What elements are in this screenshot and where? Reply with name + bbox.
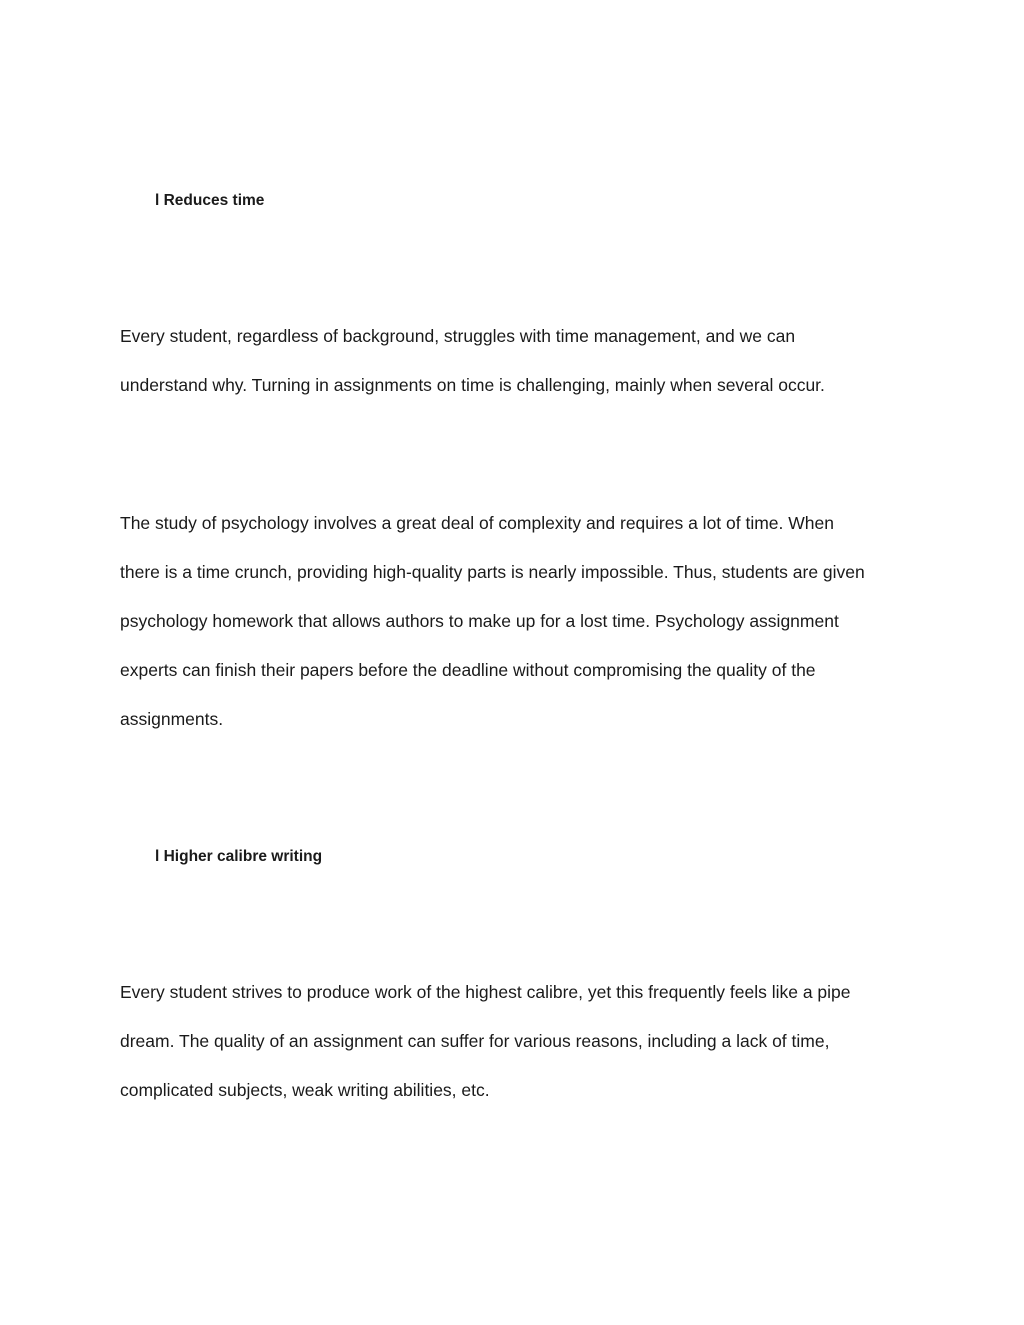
paragraph-time-management xyxy=(120,324,910,422)
paragraph-line: there is a time crunch, providing high-quality parts is nearly impossible. Thus, students are given xyxy=(120,562,865,582)
section-heading-reduces-time: l Reduces time xyxy=(155,192,265,209)
paragraph-highest-calibre xyxy=(120,980,910,1127)
paragraph-line: psychology homework that allows authors to make up for a lost time. Psychology assignment xyxy=(120,611,839,631)
section-heading-higher-calibre: l Higher calibre writing xyxy=(155,848,323,865)
paragraph-line: experts can finish their papers before the deadline without compromising the quality of the xyxy=(120,660,816,680)
paragraph-psychology-study xyxy=(120,511,910,756)
paragraph-line: complicated subjects, weak writing abilities, etc. xyxy=(120,1080,490,1100)
paragraph-line: Every student strives to produce work of the highest calibre, yet this frequently feels like a pipe xyxy=(120,982,851,1002)
paragraph-line: The study of psychology involves a great deal of complexity and requires a lot of time. When xyxy=(120,513,834,533)
paragraph-line: Every student, regardless of background, struggles with time management, and we can xyxy=(120,326,796,346)
paragraph-line: assignments. xyxy=(120,709,224,729)
paragraph-line: dream. The quality of an assignment can suffer for various reasons, including a lack of time, xyxy=(120,1031,830,1051)
paragraph-line: understand why. Turning in assignments on time is challenging, mainly when several occur. xyxy=(120,375,825,395)
